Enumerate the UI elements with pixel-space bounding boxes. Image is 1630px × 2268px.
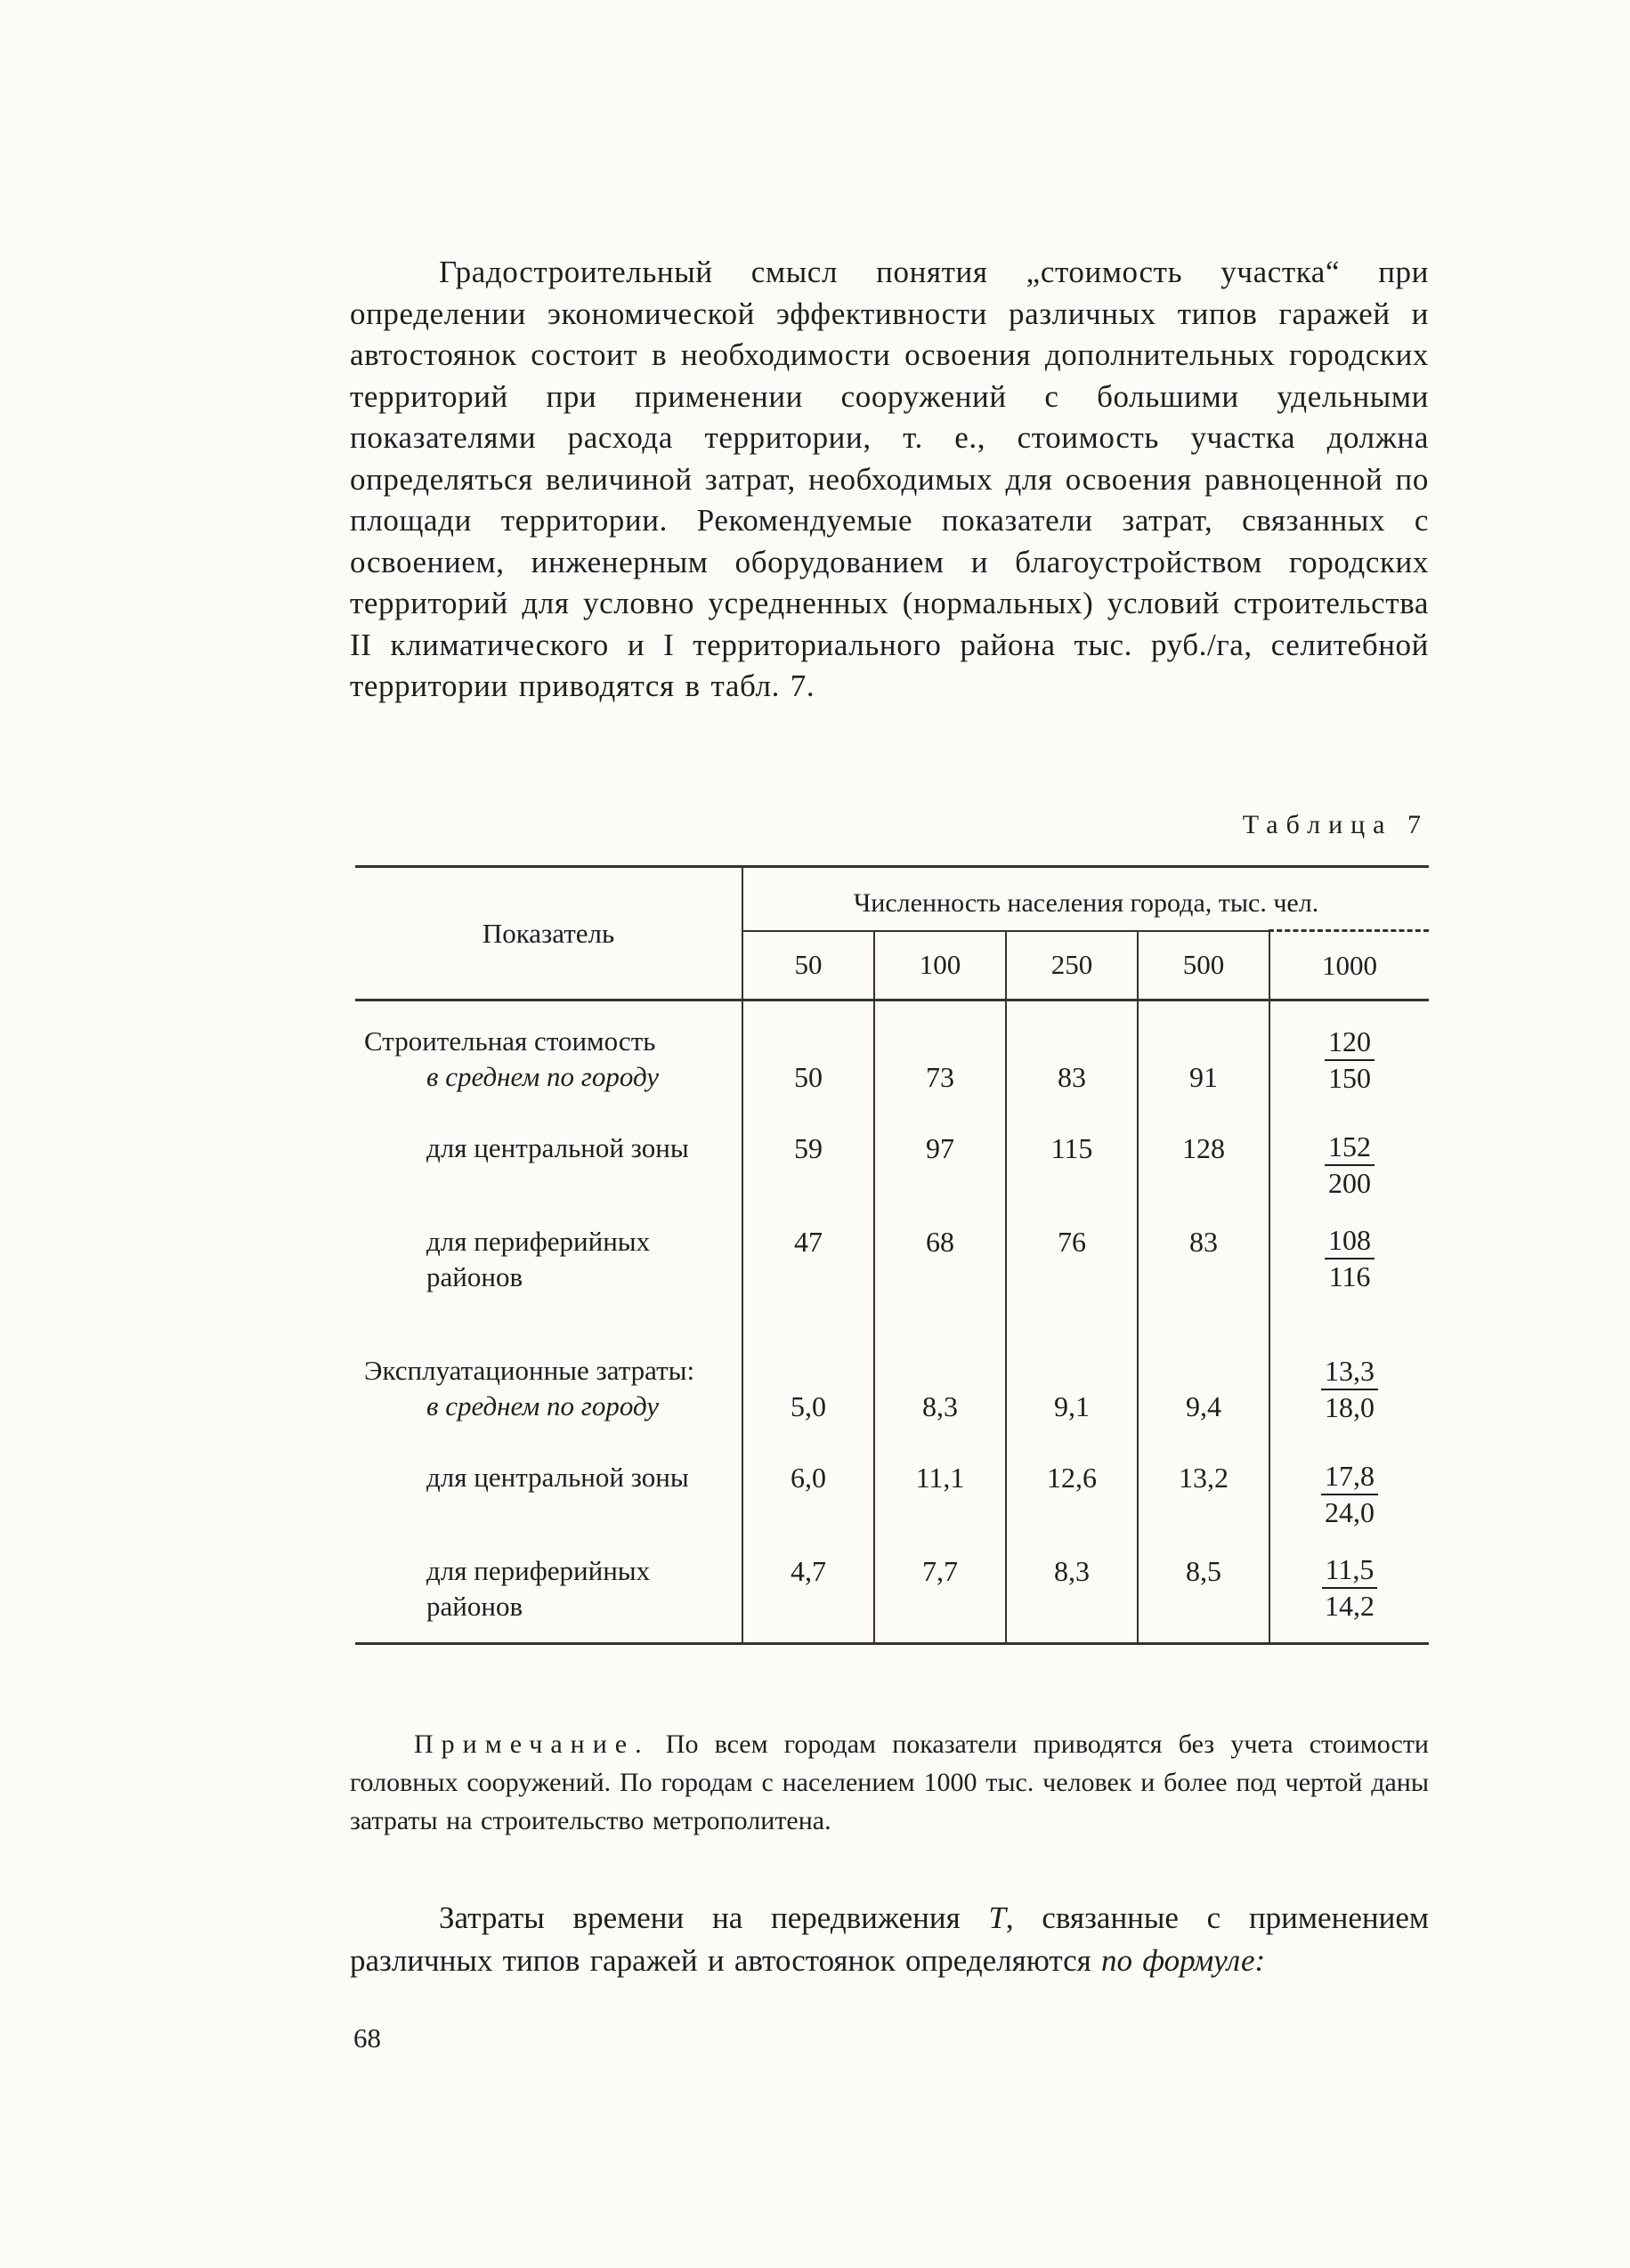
value-cell: 4,7	[742, 1530, 874, 1644]
cost-table	[355, 865, 1429, 1645]
column-header-pokazatel: Показатель	[355, 867, 742, 1000]
population-column-header: 500	[1138, 931, 1269, 1000]
fraction-value: $\frac{17,8}{24,0}$	[1321, 1460, 1378, 1529]
closing-middle: , связанные с применением различных типов гаражей и автостоянок определяются	[350, 1900, 1429, 1978]
note-paragraph	[350, 1725, 1429, 1840]
row-heading: Эксплуатационные затраты:	[364, 1354, 695, 1386]
value-cell: 7,7	[874, 1530, 1006, 1644]
table-row	[355, 1107, 1429, 1201]
time-variable: Т	[988, 1900, 1006, 1935]
page-number: 68	[353, 2022, 381, 2053]
value-cell: 97	[874, 1107, 1006, 1201]
row-label: для периферийных районов	[426, 1225, 651, 1292]
value-cell: 9,4	[1138, 1296, 1269, 1437]
table-header	[355, 867, 1429, 1000]
note-label: Примечание.	[414, 1729, 650, 1759]
fraction-value: $\frac{120}{150}$	[1325, 1025, 1375, 1095]
value-cell	[1269, 1296, 1429, 1437]
value-cell	[1269, 1437, 1429, 1530]
value-cell: 8,5	[1138, 1530, 1269, 1644]
value-cell: 91	[1138, 1000, 1269, 1107]
closing-paragraph	[350, 1897, 1429, 1982]
fraction-value: $\frac{13,3}{18,0}$	[1321, 1355, 1378, 1424]
value-cell: 9,1	[1006, 1296, 1138, 1437]
value-cell: 76	[1006, 1201, 1138, 1296]
value-cell: 8,3	[874, 1296, 1006, 1437]
table-body	[355, 1000, 1429, 1644]
value-cell	[1269, 1000, 1429, 1107]
value-cell: 128	[1138, 1107, 1269, 1201]
population-column-header: 50	[742, 931, 874, 1000]
table-row	[355, 1201, 1429, 1296]
value-cell	[1269, 1107, 1429, 1201]
closing-lead: Затраты времени на передвижения	[439, 1900, 989, 1935]
population-column-header: 100	[874, 931, 1006, 1000]
fraction-value: $\frac{152}{200}$	[1325, 1130, 1375, 1200]
note-text: По всем городам показатели приводятся без учета стоимости головных сооружений. По городам с населением 1000 тыс. человек и более под чертой даны затраты на строительство метрополитена.	[350, 1729, 1429, 1835]
value-cell	[1269, 1530, 1429, 1644]
fraction-value: $\frac{108}{116}$	[1325, 1224, 1375, 1293]
table-caption: Таблица 7	[1242, 810, 1429, 839]
value-cell: 11,1	[874, 1437, 1006, 1530]
row-heading: Строительная стоимость	[364, 1025, 656, 1057]
value-cell	[1269, 1201, 1429, 1296]
value-cell: 5,0	[742, 1296, 874, 1437]
row-label: в среднем по городу	[426, 1060, 660, 1092]
population-column-header: 1000	[1269, 931, 1429, 1000]
value-cell: 6,0	[742, 1437, 874, 1530]
value-cell: 8,3	[1006, 1530, 1138, 1644]
row-label: для центральной зоны	[426, 1131, 689, 1163]
value-cell: 83	[1138, 1201, 1269, 1296]
value-cell: 115	[1006, 1107, 1138, 1201]
fraction-value: $\frac{11,5}{14,2}$	[1322, 1553, 1378, 1623]
value-cell: 83	[1006, 1000, 1138, 1107]
value-cell: 73	[874, 1000, 1006, 1107]
table-row	[355, 1296, 1429, 1437]
table-row	[355, 1437, 1429, 1530]
value-cell: 68	[874, 1201, 1006, 1296]
table-row	[355, 1000, 1429, 1107]
value-cell: 12,6	[1006, 1437, 1138, 1530]
population-column-header: 250	[1006, 931, 1138, 1000]
group-header-population: Численность населения города, тыс. чел.	[853, 887, 1319, 918]
intro-paragraph: Градостроительный смысл понятия „стоимость участка“ при определении экономической эффективности различных типов гаражей и автостоянок состоит в необходимости освоения дополнительных городских территорий при применении сооружений с большими удельными показателями расхода территории, т. е., стоимость участка должна определяться величиной затрат, необходимых для освоения равноценной по площади территории. Рекомендуемые показатели затрат, связанных с освоением, инженерным оборудованием и благоустройством городских территорий для условно усредненных (нормальных) условий строительства II климатического и I территориального района тыс. руб./га, селитебной территории приводятся в табл. 7.	[350, 255, 1429, 703]
row-label: для периферийных районов	[426, 1554, 651, 1622]
formula-reference: по формуле:	[1101, 1943, 1266, 1978]
row-label: в среднем по городу	[426, 1389, 660, 1422]
table-row	[355, 1530, 1429, 1644]
value-cell: 47	[742, 1201, 874, 1296]
value-cell: 13,2	[1138, 1437, 1269, 1530]
value-cell: 50	[742, 1000, 874, 1107]
value-cell: 59	[742, 1107, 874, 1201]
row-label: для центральной зоны	[426, 1461, 689, 1493]
